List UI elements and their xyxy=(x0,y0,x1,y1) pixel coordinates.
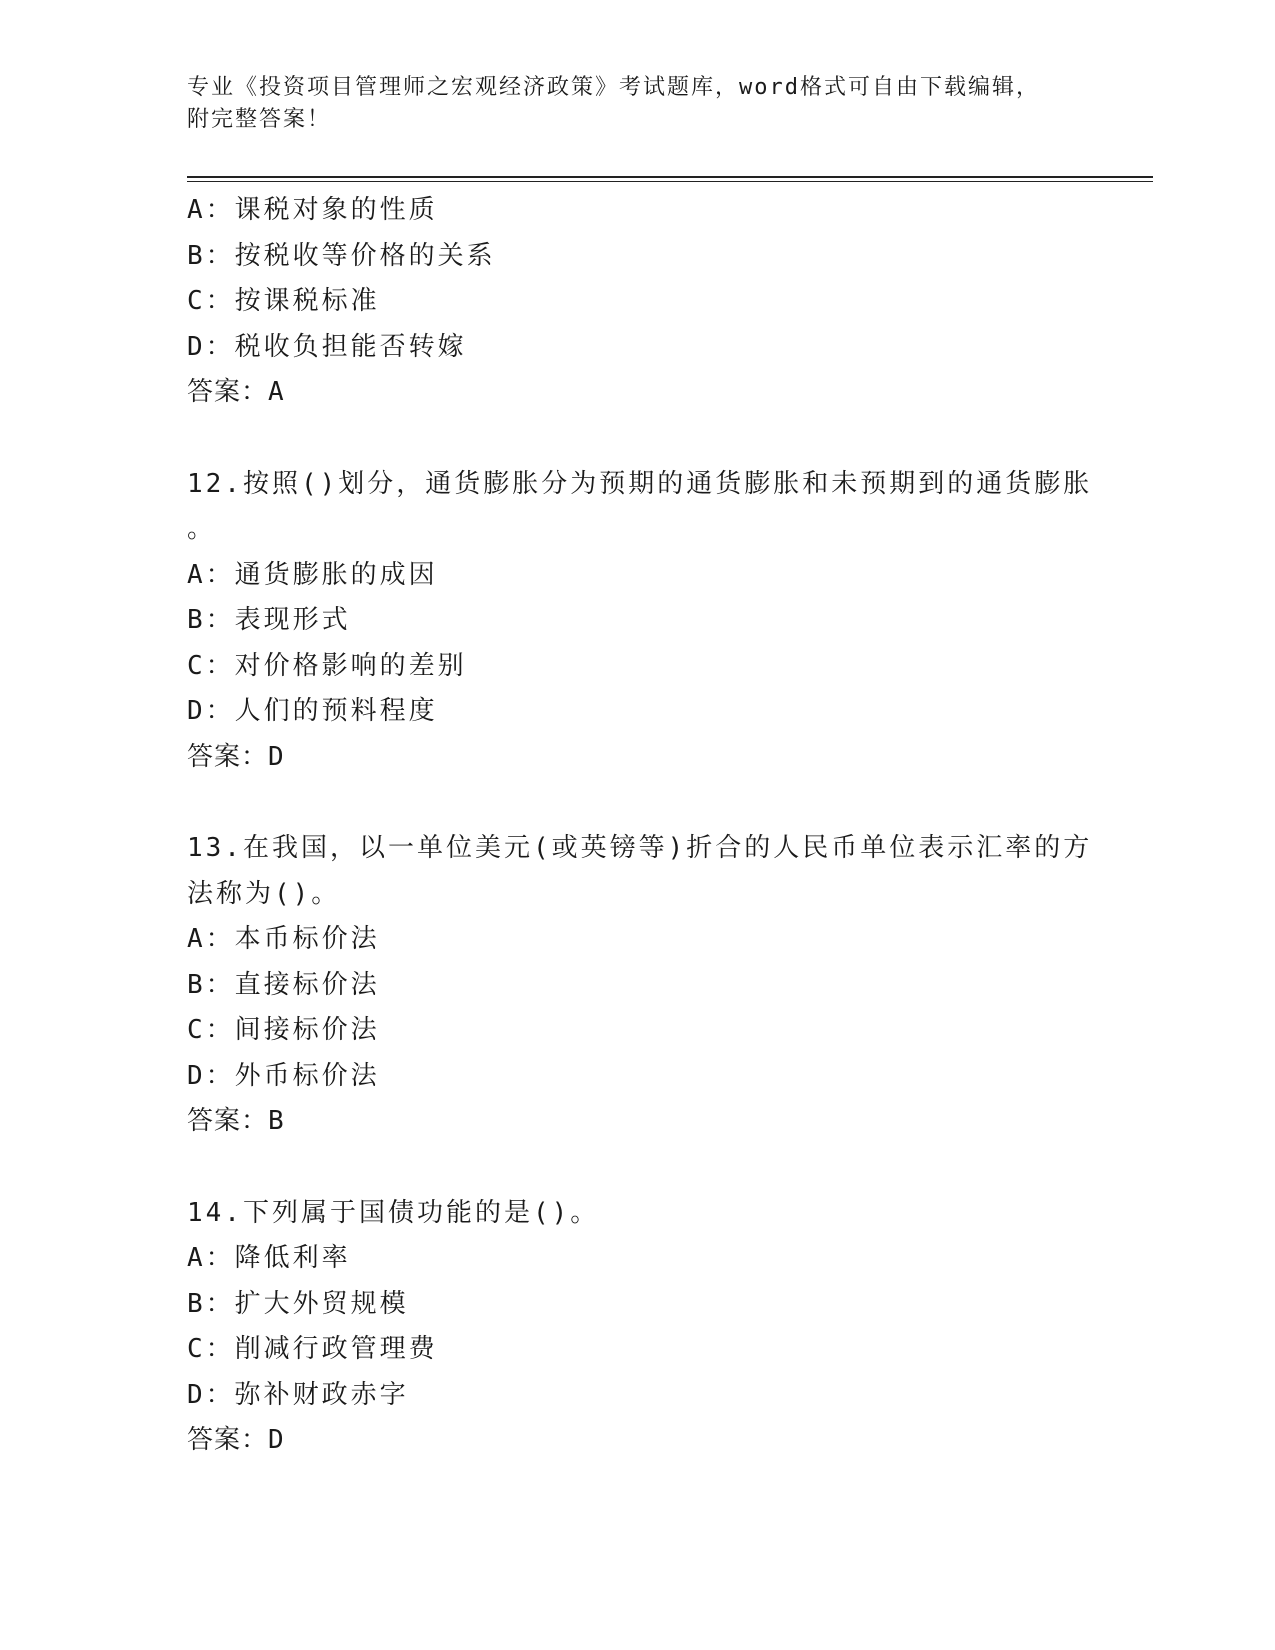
option-d: D：税收负担能否转嫁 xyxy=(187,331,467,362)
option-b: B：扩大外贸规模 xyxy=(187,1288,409,1319)
document-header xyxy=(187,72,1067,136)
option-a: A：降低利率 xyxy=(187,1243,351,1273)
option-a: A：课税对象的性质 xyxy=(187,195,438,225)
question-11 xyxy=(187,188,1107,416)
question-stem-continued: 。 xyxy=(187,514,217,544)
option-c: C：间接标价法 xyxy=(187,1015,380,1045)
question-list xyxy=(187,188,1107,1464)
question-spacer xyxy=(187,416,1107,462)
option-c: C：按课税标准 xyxy=(187,286,380,316)
question-12 xyxy=(187,462,1107,781)
option-b: B：按税收等价格的关系 xyxy=(187,240,496,271)
header-divider-thin xyxy=(187,181,1153,182)
option-b: B：直接标价法 xyxy=(187,969,380,1000)
header-line-2: 附完整答案！ xyxy=(187,107,332,132)
answer-line: 答案：B xyxy=(187,1106,285,1136)
header-divider-thick xyxy=(187,176,1153,178)
question-stem-continued: 法称为()。 xyxy=(187,878,341,909)
answer-line: 答案：D xyxy=(187,741,285,772)
option-c: C：对价格影响的差别 xyxy=(187,650,467,681)
option-d: D：人们的预料程度 xyxy=(187,696,438,726)
question-spacer xyxy=(187,780,1107,826)
option-c: C：削减行政管理费 xyxy=(187,1334,438,1364)
question-14 xyxy=(187,1191,1107,1464)
answer-line: 答案：A xyxy=(187,377,285,407)
option-a: A：本币标价法 xyxy=(187,924,380,954)
option-b: B：表现形式 xyxy=(187,605,351,635)
question-stem: 13.在我国，以一单位美元(或英镑等)折合的人民币单位表示汇率的方 xyxy=(187,833,1093,863)
option-d: D：弥补财政赤字 xyxy=(187,1379,409,1410)
option-a: A：通货膨胀的成因 xyxy=(187,559,438,590)
question-stem: 14.下列属于国债功能的是()。 xyxy=(187,1197,600,1228)
answer-line: 答案：D xyxy=(187,1425,285,1455)
option-d: D：外币标价法 xyxy=(187,1060,380,1091)
question-stem: 12.按照()划分，通货膨胀分为预期的通货膨胀和未预期到的通货膨胀 xyxy=(187,468,1093,499)
question-13 xyxy=(187,826,1107,1145)
header-line-1: 专业《投资项目管理师之宏观经济政策》考试题库，word格式可自由下载编辑， xyxy=(187,75,1040,100)
question-spacer xyxy=(187,1145,1107,1191)
